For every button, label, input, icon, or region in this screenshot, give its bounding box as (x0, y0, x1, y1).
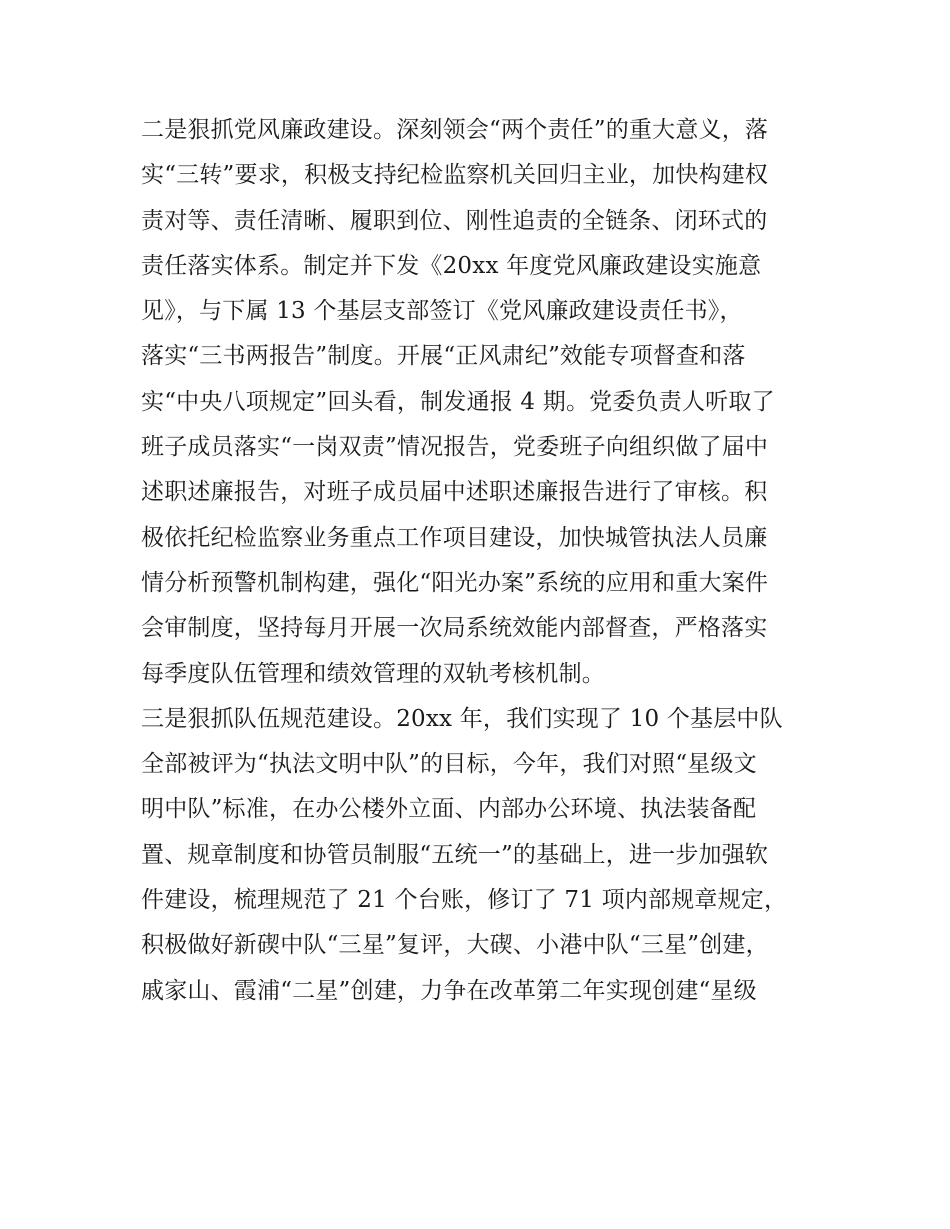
text-line: 极依托纪检监察业务重点工作项目建设，加快城管执法人员廉 (141, 524, 768, 551)
document-body (141, 108, 821, 1014)
text-line: 述职述廉报告，对班子成员届中述职述廉报告进行了审核。积 (141, 479, 768, 506)
text-line: 责任落实体系。制定并下发《20xx 年度党风廉政建设实施意 (141, 252, 762, 279)
text-line: 实“三转”要求，积极支持纪检监察机关回归主业，加快构建权 (141, 162, 769, 189)
text-line: 戚家山、霞浦“二星”创建，力争在改革第二年实现创建“星级 (141, 977, 757, 1004)
text-line: 明中队”标准，在办公楼外立面、内部办公环境、执法装备配 (141, 796, 757, 823)
text-line: 置、规章制度和协管员制服“五统一”的基础上，进一步加强软 (141, 841, 769, 868)
text-line: 件建设，梳理规范了 21 个台账，修订了 71 项内部规章规定， (141, 887, 788, 914)
text-line: 积极做好新碶中队“三星”复评，大碶、小港中队“三星”创建， (141, 932, 769, 959)
text-line: 全部被评为“执法文明中队”的目标，今年，我们对照“星级文 (141, 751, 757, 778)
text-line: 会审制度，坚持每月开展一次局系统效能内部督查，严格落实 (141, 615, 768, 642)
text-line: 落实“三书两报告”制度。开展“正风肃纪”效能专项督查和落 (141, 343, 746, 370)
text-line: 实“中央八项规定”回头看，制发通报 4 期。党委负责人听取了 (141, 388, 775, 415)
text-line: 三是狠抓队伍规范建设。20xx 年，我们实现了 10 个基层中队 (141, 705, 783, 732)
text-line: 情分析预警机制构建，强化“阳光办案”系统的应用和重大案件 (141, 569, 769, 596)
text-line: 每季度队伍管理和绩效管理的双轨考核机制。 (141, 660, 605, 687)
text-line: 班子成员落实“一岗双责”情况报告，党委班子向组织做了届中 (141, 434, 769, 461)
text-line: 二是狠抓党风廉政建设。深刻领会“两个责任”的重大意义，落 (141, 117, 769, 143)
text-line: 见》，与下属 13 个基层支部签订《党风廉政建设责任书》， (141, 298, 743, 325)
text-line: 责对等、责任清晰、履职到位、刚性追责的全链条、闭环式的 (141, 207, 768, 234)
